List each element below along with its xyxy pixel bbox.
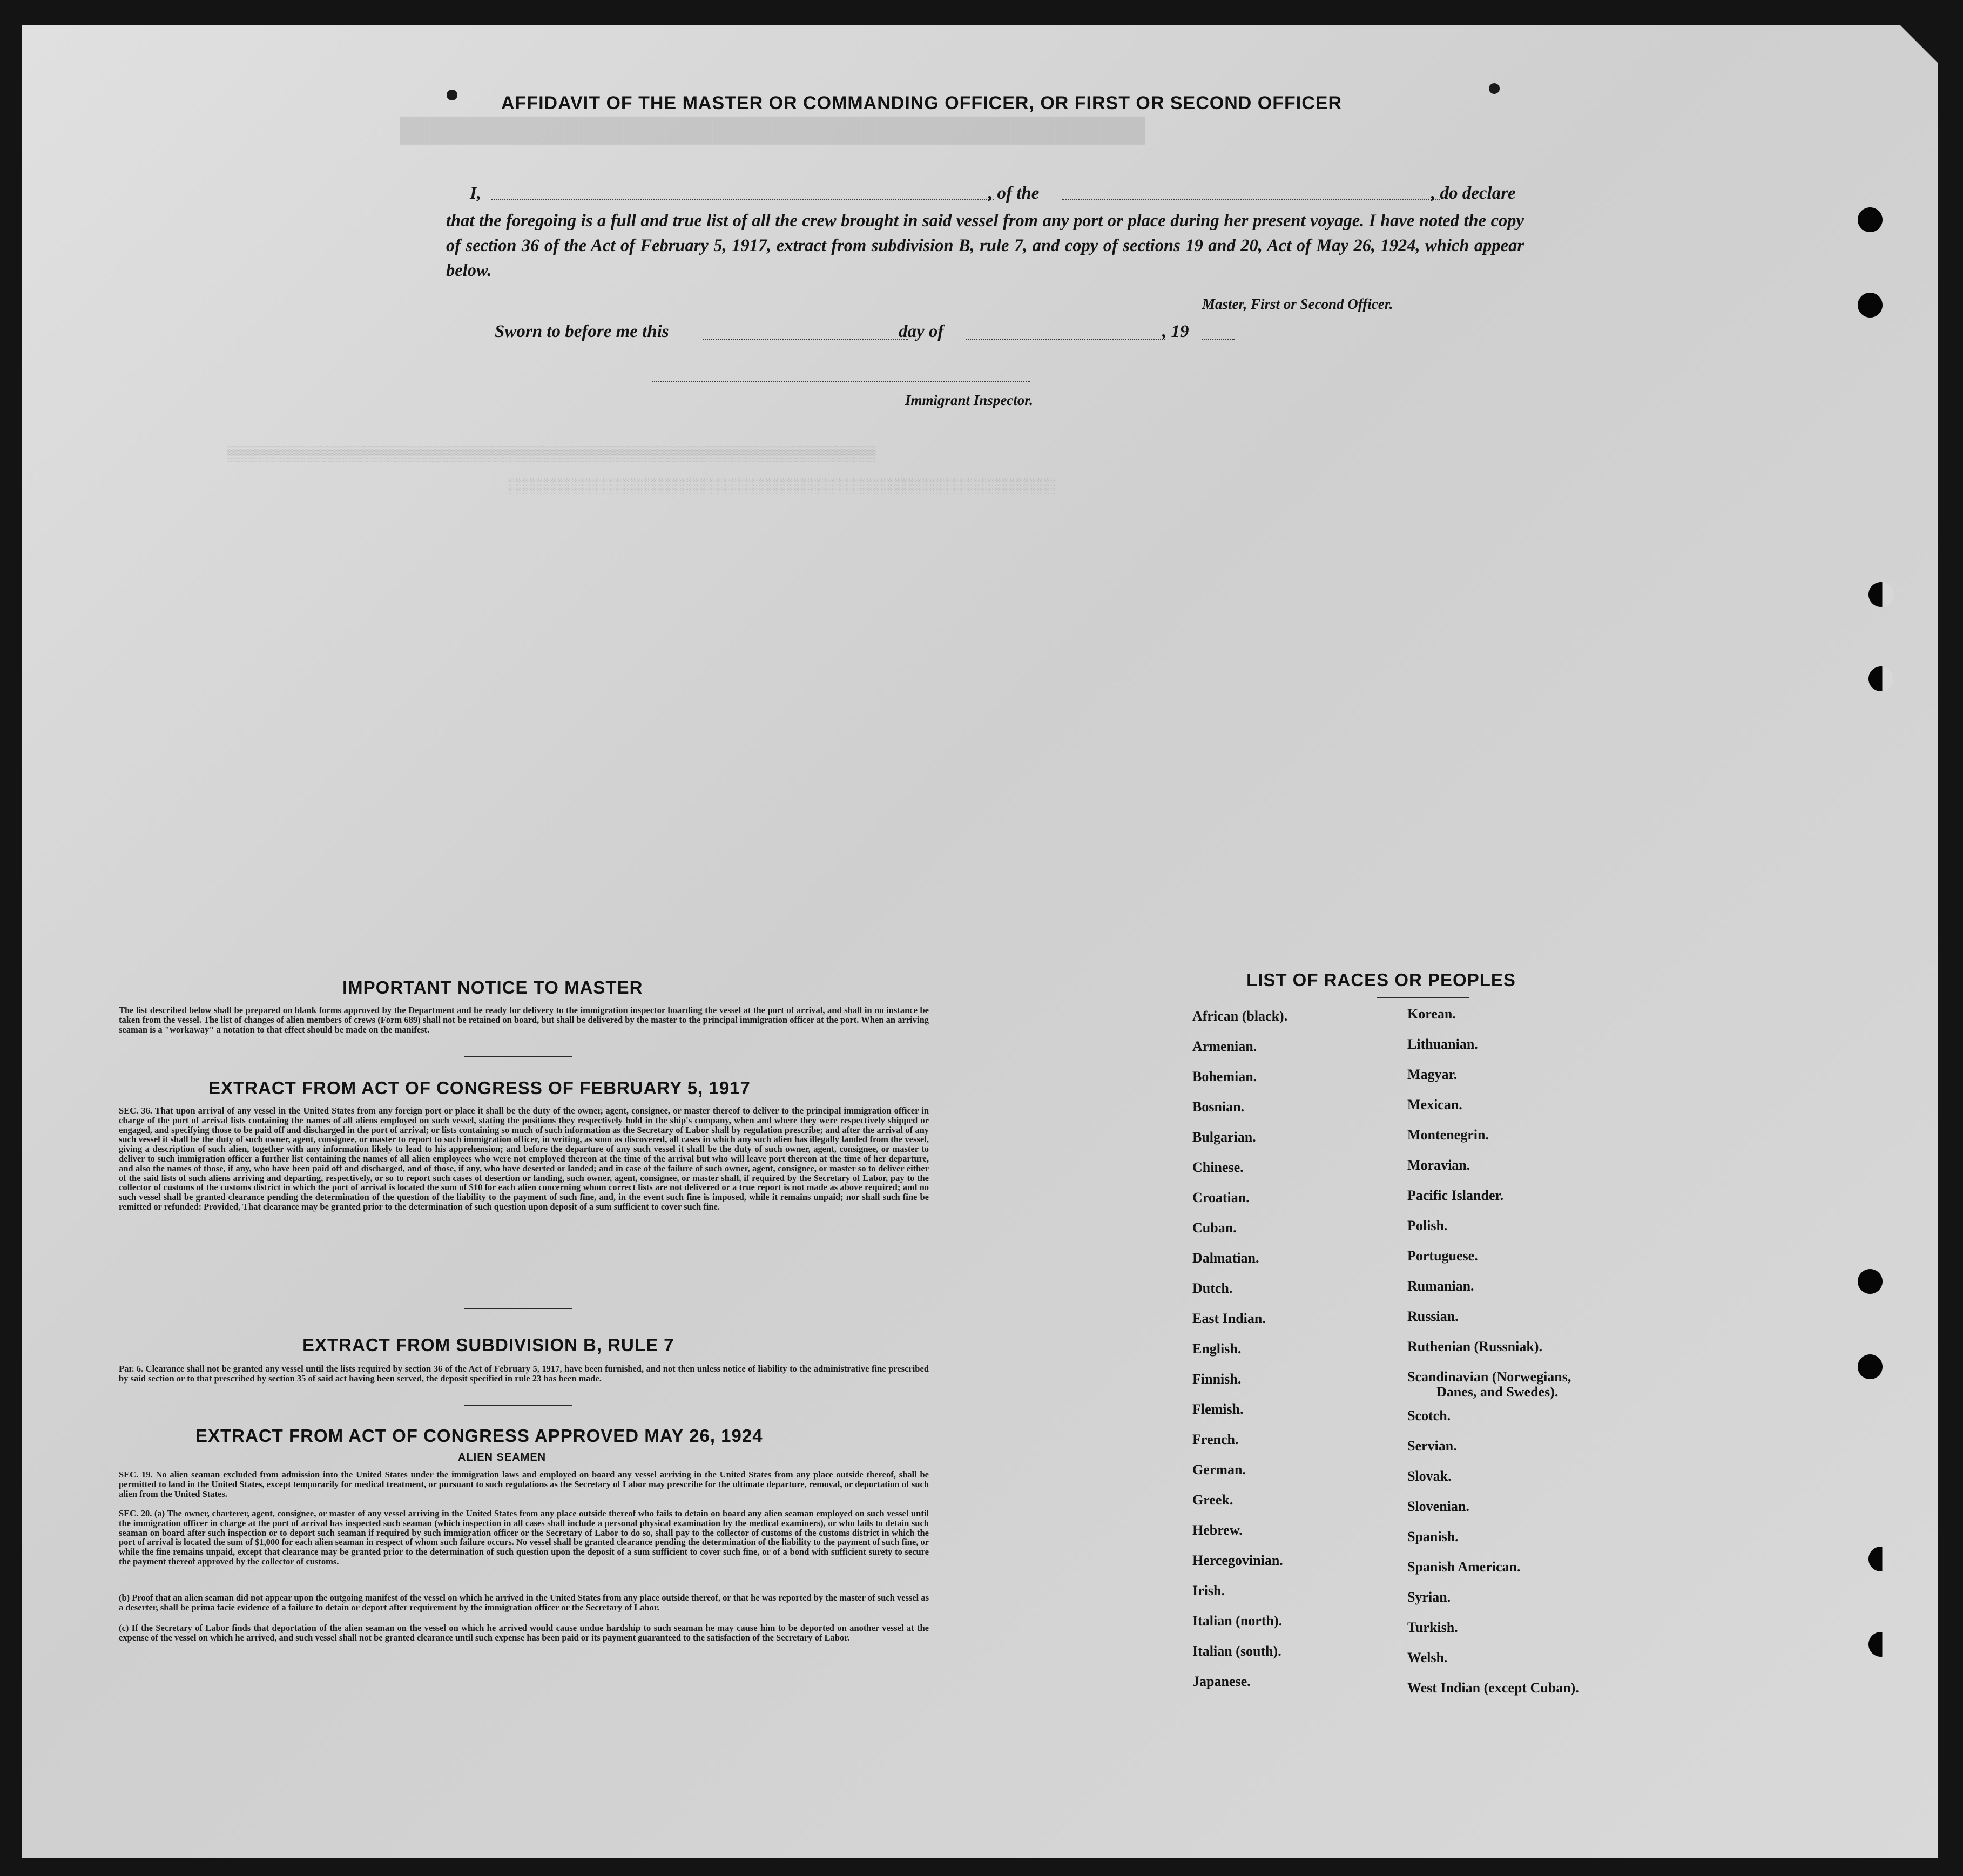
extract-1924-title: EXTRACT FROM ACT OF CONGRESS APPROVED MAY 26, 1924 xyxy=(195,1426,763,1446)
inspector-signature-field[interactable] xyxy=(652,381,1030,382)
race-item-left: Italian (south). xyxy=(1192,1643,1281,1659)
divider-3 xyxy=(464,1405,572,1406)
document-sheet: ██████████████████████████████████████████████████ ▒▒▒▒▒▒▒▒▒▒▒▒▒▒▒▒▒▒▒▒▒▒▒▒▒▒▒▒▒▒▒▒▒▒▒▒▒▒▒▒▒▒▒▒▒▒▒▒▒▒▒▒▒▒▒▒▒▒▒▒▒▒▒▒▒▒▒▒▒▒▒▒▒▒▒▒▒ ░░░░░░░░░░░░░░░░░░░░░░░░░░░░░░░░░░░░░░░░░░░░░░░░░░░░░░░░░░░░░░░░░ AFFIDAVIT OF THE MASTER OR COMMANDING OFFICER, OR FIRST OR SECOND OFFICER I, , of the , do declare that the foregoing is a full and true list of all the crew brought in said vessel from any port or place during her present voyage. I have noted the copy of section 36 of the Act of February 5, 1917, extract from subdivision B, rule 7, and copy of sections 19 and 20, Act of May 26, 1924, which appear below. Master, First or Second Officer. Sworn to before me this day of , 19 Immigrant Inspector. IMPORTANT NOTICE TO MASTER The list described below shall be prepared on blank forms approved by the Department and be ready for delivery to the immigration inspector boarding the vessel at the port of arrival, and shall in no instance be taken from the vessel. The list of changes of alien members of crews (Form 689) shall not be retained on board, but shall be delivered by the master to the principal immigration officer at the port. When an arriving seaman is a "workaway" a notation to that effect should be made on the manifest. EXTRACT FROM ACT OF CONGRESS OF FEBRUARY 5, 1917 SEC. 36. That upon arrival of any vessel in the United States from any foreign port or place it shall be the duty of the owner, agent, consignee, or master thereof to deliver to the principal immigration officer in charge of the port of arrival lists containing the names of all aliens employed on such vessel, stating the positions they respectively hold in the ship's company, when and where they were respectively shipped or engaged, and specifying those to be paid off and discharged in the port of arrival; or lists containing so much of such information as the Secretary of Labor shall by regulation prescribe; and after the arrival of any such vessel it shall be the duty of such owner, agent, consignee, or master to report to such immigration officer, in writing, as soon as discovered, all cases in which any such alien has illegally landed from the vessel, giving a description of such alien, together with any information likely to lead to his apprehension; and before the departure of any such vessel it shall be the duty of such owner, agent, consignee, or master to deliver to such immigration officer a further list containing the names of all alien employees who were not employed thereon at the time of the arrival but who will leave port thereon at the time of her departure, and also the names of those, if any, who have been paid off and discharged, and of those, if any, who have deserted or landed; and in case of the failure of such owner, agent, consignee, or master so to deliver either of the said lists of such aliens arriving and departing, respectively, or so to report such cases of desertion or landing, such owner, agent, consignee, or master shall, if required by the Secretary of Labor, pay to the collector of customs of the customs district in which the port of arrival is located the sum of $10 for each alien concerning whom correct lists are not delivered or a true report is not made as above required; and no such vessel shall be granted clearance pending the determination of the question of the liability to the payment of such fine, and, in the event such fine is imposed, while it remains unpaid; nor shall such fine be remitted or refunded: Provided, That clearance may be granted prior to the determination of such question upon deposit of a sum sufficient to cover such fine. EXTRACT FROM SUBDIVISION B, RULE 7 Par. 6. Clearance shall not be granted any vessel until the lists required by section 36 of the Act of February 5, 1917, have been furnished, and not then unless notice of liability to the administrative fine prescribed by said section or to that prescribed by section 35 of said act having been served, the deposit specified in rule 23 has been made. EXTRACT FROM ACT OF CONGRESS APPROVED MAY 26, 1924 ALIEN SEAMEN SEC. 19. No alien seaman excluded from admission into the United States under the immigration laws and employed on board any vessel arriving in the United States from any place outside thereof, shall be permitted to land in the United States, except temporarily for medical treatment, or pursuant to such regulations as the Secretary of Labor may prescribe for the ultimate departure, removal, or deportation of such alien from the United States. SEC. 20. (a) The owner, charterer, agent, consignee, or master of any vessel arriving in the United States from any place outside thereof who fails to detain on board any alien seaman employed on such vessel until the immigration officer in charge at the port of arrival has inspected such seaman (which inspection in all cases shall include a personal physical examination by the medical examiners), or who fails to detain such seaman on board after such inspection or to deport such seaman if required by such immigration officer or the Secretary of Labor to do so, shall pay to the collector of customs of the customs district in which the port of arrival is located the sum of $1,000 for each alien seaman in respect of whom such failure occurs. No vessel shall be granted clearance pending the determination of the liability to the payment of such fine, or while the fine remains unpaid, except that clearance may be granted prior to the determination of such question upon the deposit of a sum sufficient to cover such fine, or of a bond with sufficient surety to secure the payment thereof approved by the collector of customs. (b) Proof that an alien seaman did not appear upon the outgoing manifest of the vessel on which he arrived in the United States from any place outside thereof, or that he was reported by the master of such vessel as a deserter, shall be prima facie evidence of a failure to detain or deport after requirement by the immigration officer or the Secretary of Labor. (c) If the Secretary of Labor finds that deportation of the alien seaman on the vessel on which he arrived would cause undue hardship to such seaman he may cause him to be deported on another vessel at the expense of the vessel on which he arrived, and such vessel shall not be granted clearance until such expense has been paid or its payment guaranteed to the satisfaction of the Secretary of Labor. LIST OF RACES OR PEOPLES African (black). Armenian. Bohemian. Bosnian. Bulgarian. Chinese. Croatian. Cuban. Dalmatian. Dutch. East Indian. English. Finnish. Flemish. French. German. Greek. Hebrew. Hercegovinian. Irish. Italian (north). Italian (south). Japanese. Korean. Lithuanian. Magyar. Mexican. Montenegrin. Moravian. Pacific Islander. Polish. Portuguese. Rumanian. Russian. Ruthenian (Russniak). Scandinavian (Norwegians, Danes, and Swedes). Scotch. Servian. Slovak. Slovenian. Spanish. Spanish American. Syrian. Turkish. Welsh. West Indian (except Cuban). xyxy=(22,25,1938,1858)
vessel-field[interactable] xyxy=(1062,199,1440,200)
declaration-of-the: , of the xyxy=(988,184,1040,203)
race-item-left: Irish. xyxy=(1192,1583,1225,1598)
binder-hole-1 xyxy=(1858,207,1883,232)
sec20b-text: (b) Proof that an alien seaman did not appear upon the outgoing manifest of the vessel on which he arrived in the United States from any place outside thereof, or that he was reported by the master of such vessel as a deserter, shall be prima facie evidence of a failure to detain or deport after requirement by the immigration officer or the Secretary of Labor. xyxy=(119,1592,929,1612)
binder-hole-3 xyxy=(1868,582,1893,607)
race-item-left: Bohemian. xyxy=(1192,1069,1257,1084)
race-item-left: Dalmatian. xyxy=(1192,1250,1259,1266)
affidavit-title: AFFIDAVIT OF THE MASTER OR COMMANDING OFFICER, OR FIRST OR SECOND OFFICER xyxy=(501,93,1342,113)
notice-text: The list described below shall be prepared on blank forms approved by the Department and be ready for delivery to the immigration inspector boarding the vessel at the port of arrival, and shall in no instance be taken from the vessel. The list of changes of alien members of crews (Form 689) shall not be retained on board, but shall be delivered by the master to the principal immigration officer at the port. When an arriving seaman is a "workaway" a notation to that effect should be made on the manifest. xyxy=(119,1005,929,1035)
race-item-right: Portuguese. xyxy=(1407,1248,1478,1264)
declaration-i: I, xyxy=(470,184,482,203)
race-item-left: Flemish. xyxy=(1192,1401,1244,1417)
race-item-right: Syrian. xyxy=(1407,1589,1451,1605)
race-item-right: West Indian (except Cuban). xyxy=(1407,1680,1579,1696)
race-item-right: Slovenian. xyxy=(1407,1499,1469,1514)
binder-hole-4 xyxy=(1868,666,1893,691)
inspector-label: Immigrant Inspector. xyxy=(905,392,1034,408)
sec19-text: SEC. 19. No alien seaman excluded from admission into the United States under the immigration laws and employed on board any vessel arriving in the United States from any place outside thereof, shall be permitted to land in the United States, except temporarily for medical treatment, or pursuant to such regulations as the Secretary of Labor may prescribe for the ultimate departure, removal, or deportation of such alien from the United States. xyxy=(119,1469,929,1499)
race-item-left: English. xyxy=(1192,1341,1242,1357)
race-item-right: Spanish American. xyxy=(1407,1559,1521,1575)
race-item-right: Turkish. xyxy=(1407,1619,1458,1635)
divider-2 xyxy=(464,1308,572,1309)
extract-rule7-title: EXTRACT FROM SUBDIVISION B, RULE 7 xyxy=(302,1335,674,1355)
extract-1924-subtitle: ALIEN SEAMEN xyxy=(458,1452,547,1463)
sworn-day-field[interactable] xyxy=(703,339,908,340)
race-item-right: Slovak. xyxy=(1407,1468,1452,1484)
sworn-month-field[interactable] xyxy=(966,339,1165,340)
races-title-underline xyxy=(1377,997,1469,998)
declaration-do-declare: , do declare xyxy=(1431,184,1516,203)
races-title: LIST OF RACES OR PEOPLES xyxy=(1246,970,1516,990)
race-item-left: Cuban. xyxy=(1192,1220,1237,1236)
race-item-left: Japanese. xyxy=(1192,1673,1251,1689)
race-item-right: Magyar. xyxy=(1407,1067,1458,1082)
divider-1 xyxy=(464,1056,572,1057)
race-item-right: Scotch. xyxy=(1407,1408,1451,1423)
sec20c-text: (c) If the Secretary of Labor finds that deportation of the alien seaman on the vessel on which he arrived would cause undue hardship to such seaman he may cause him to be deported on another vessel at the expense of the vessel on which he arrived, and such vessel shall not be granted clearance until such expense has been paid or its payment guaranteed to the satisfaction of the Secretary of Labor. xyxy=(119,1623,929,1643)
race-item-left: African (black). xyxy=(1192,1008,1288,1024)
race-item-right: Korean. xyxy=(1407,1006,1456,1022)
binder-hole-5 xyxy=(1858,1269,1883,1294)
race-item-right: Montenegrin. xyxy=(1407,1127,1489,1143)
race-item-left: Armenian. xyxy=(1192,1038,1257,1054)
binder-hole-2 xyxy=(1858,293,1883,318)
race-item-right: Spanish. xyxy=(1407,1529,1459,1544)
race-item-left: East Indian. xyxy=(1192,1311,1266,1326)
day-of-label: day of xyxy=(899,322,944,341)
race-item-left: Finnish. xyxy=(1192,1371,1242,1387)
sworn-label: Sworn to before me this xyxy=(495,322,669,341)
notice-title: IMPORTANT NOTICE TO MASTER xyxy=(342,977,643,997)
pin-hole-left xyxy=(447,90,457,100)
race-item-right: Servian. xyxy=(1407,1438,1457,1454)
folded-corner xyxy=(1900,25,1938,63)
race-item-left: Croatian. xyxy=(1192,1190,1250,1205)
race-item-left: French. xyxy=(1192,1432,1239,1447)
extract-1917-title: EXTRACT FROM ACT OF CONGRESS OF FEBRUARY 5, 1917 xyxy=(208,1078,751,1098)
sec20a-text: SEC. 20. (a) The owner, charterer, agent, consignee, or master of any vessel arriving in the United States from any place outside thereof who fails to detain on board any alien seaman employed on such vessel until the immigration officer in charge at the port of arrival has inspected such seaman (which inspection in all cases shall include a personal physical examination by the medical examiners), or who fails to detain such seaman on board after such inspection or to deport such seaman if required by such immigration officer or the Secretary of Labor to do so, shall pay to the collector of customs of the customs district in which the port of arrival is located the sum of $1,000 for each alien seaman in respect of whom such failure occurs. No vessel shall be granted clearance pending the determination of the liability to the payment of such fine, or while the fine remains unpaid, except that clearance may be granted prior to the determination of such question upon the deposit of a sum sufficient to cover such fine, or of a bond with sufficient surety to secure the payment thereof approved by the collector of customs. xyxy=(119,1508,929,1567)
race-item-right: Lithuanian. xyxy=(1407,1036,1478,1052)
race-item-right: Scandinavian (Norwegians, xyxy=(1407,1369,1571,1385)
race-item-right: Polish. xyxy=(1407,1218,1448,1233)
race-item-right: Russian. xyxy=(1407,1308,1459,1324)
race-item-right: Danes, and Swedes). xyxy=(1436,1384,1559,1400)
pin-hole-right xyxy=(1489,83,1500,94)
race-item-right: Ruthenian (Russniak). xyxy=(1407,1339,1542,1354)
affidavit-body: that the foregoing is a full and true list of all the crew brought in said vessel from any port or place during her present voyage. I have noted the copy of section 36 of the Act of February 5, 1917, extract from subdivision B, rule 7, and copy of sections 19 and 20, Act of May 26, 1924, which appear below. xyxy=(446,211,1524,280)
race-item-left: Greek. xyxy=(1192,1492,1233,1508)
race-item-left: Italian (north). xyxy=(1192,1613,1283,1629)
race-item-left: German. xyxy=(1192,1462,1246,1477)
extract-1917-text: SEC. 36. That upon arrival of any vessel in the United States from any foreign port or place it shall be the duty of the owner, agent, consignee, or master thereof to deliver to the principal immigration officer in charge of the port of arrival lists containing the names of all aliens employed on such vessel, stating the positions they respectively hold in the ship's company, when and where they were respectively shipped or engaged, and specifying those to be paid off and discharged in the port of arrival; or lists containing so much of such information as the Secretary of Labor shall by regulation prescribe; and after the arrival of any such vessel it shall be the duty of such owner, agent, consignee, or master to report to such immigration officer, in writing, as soon as discovered, all cases in which any such alien has illegally landed from the vessel, giving a description of such alien, together with any information likely to lead to his apprehension; and before the departure of any such vessel it shall be the duty of such owner, agent, consignee, or master to deliver to such immigration officer a further list containing the names of all alien employees who were not employed thereon at the time of the arrival but who will leave port thereon at the time of her departure, and also the names of those, if any, who have been paid off and discharged, and of those, if any, who have deserted or landed; and in case of the failure of such owner, agent, consignee, or master so to deliver either of the said lists of such aliens arriving and departing, respectively, or so to report such cases of desertion or landing, such owner, agent, consignee, or master shall, if required by the Secretary of Labor, pay to the collector of customs of the customs district in which the port of arrival is located the sum of $10 for each alien concerning whom correct lists are not delivered or a true report is not made as above required; and no such vessel shall be granted clearance pending the determination of the question of the liability to the payment of such fine, and, in the event such fine is imposed, while it remains unpaid; nor shall such fine be remitted or refunded: Provided, That clearance may be granted prior to the determination of such question upon deposit of a sum sufficient to cover such fine. xyxy=(119,1105,929,1212)
extract-rule7-text: Par. 6. Clearance shall not be granted any vessel until the lists required by section 36 of the Act of February 5, 1917, have been furnished, and not then unless notice of liability to the administrative fine prescribed by said section or to that prescribed by section 35 of said act having been served, the deposit specified in rule 23 has been made. xyxy=(119,1364,929,1384)
race-item-right: Rumanian. xyxy=(1407,1278,1474,1294)
race-item-right: Mexican. xyxy=(1407,1097,1462,1112)
race-item-left: Dutch. xyxy=(1192,1280,1233,1296)
year-label: , 19 xyxy=(1162,322,1189,341)
race-item-right: Welsh. xyxy=(1407,1650,1448,1665)
race-item-left: Hercegovinian. xyxy=(1192,1553,1283,1568)
race-item-left: Bulgarian. xyxy=(1192,1129,1256,1145)
binder-hole-6 xyxy=(1858,1354,1883,1379)
race-item-left: Hebrew. xyxy=(1192,1522,1243,1538)
sworn-year-field[interactable] xyxy=(1202,339,1235,340)
race-item-left: Bosnian. xyxy=(1192,1099,1245,1115)
binder-hole-7 xyxy=(1868,1547,1893,1571)
name-field[interactable] xyxy=(491,199,994,200)
race-item-left: Chinese. xyxy=(1192,1159,1244,1175)
race-item-right: Moravian. xyxy=(1407,1157,1470,1173)
master-signature-label: Master, First or Second Officer. xyxy=(1202,296,1393,312)
binder-hole-8 xyxy=(1868,1632,1893,1657)
race-item-right: Pacific Islander. xyxy=(1407,1187,1504,1203)
